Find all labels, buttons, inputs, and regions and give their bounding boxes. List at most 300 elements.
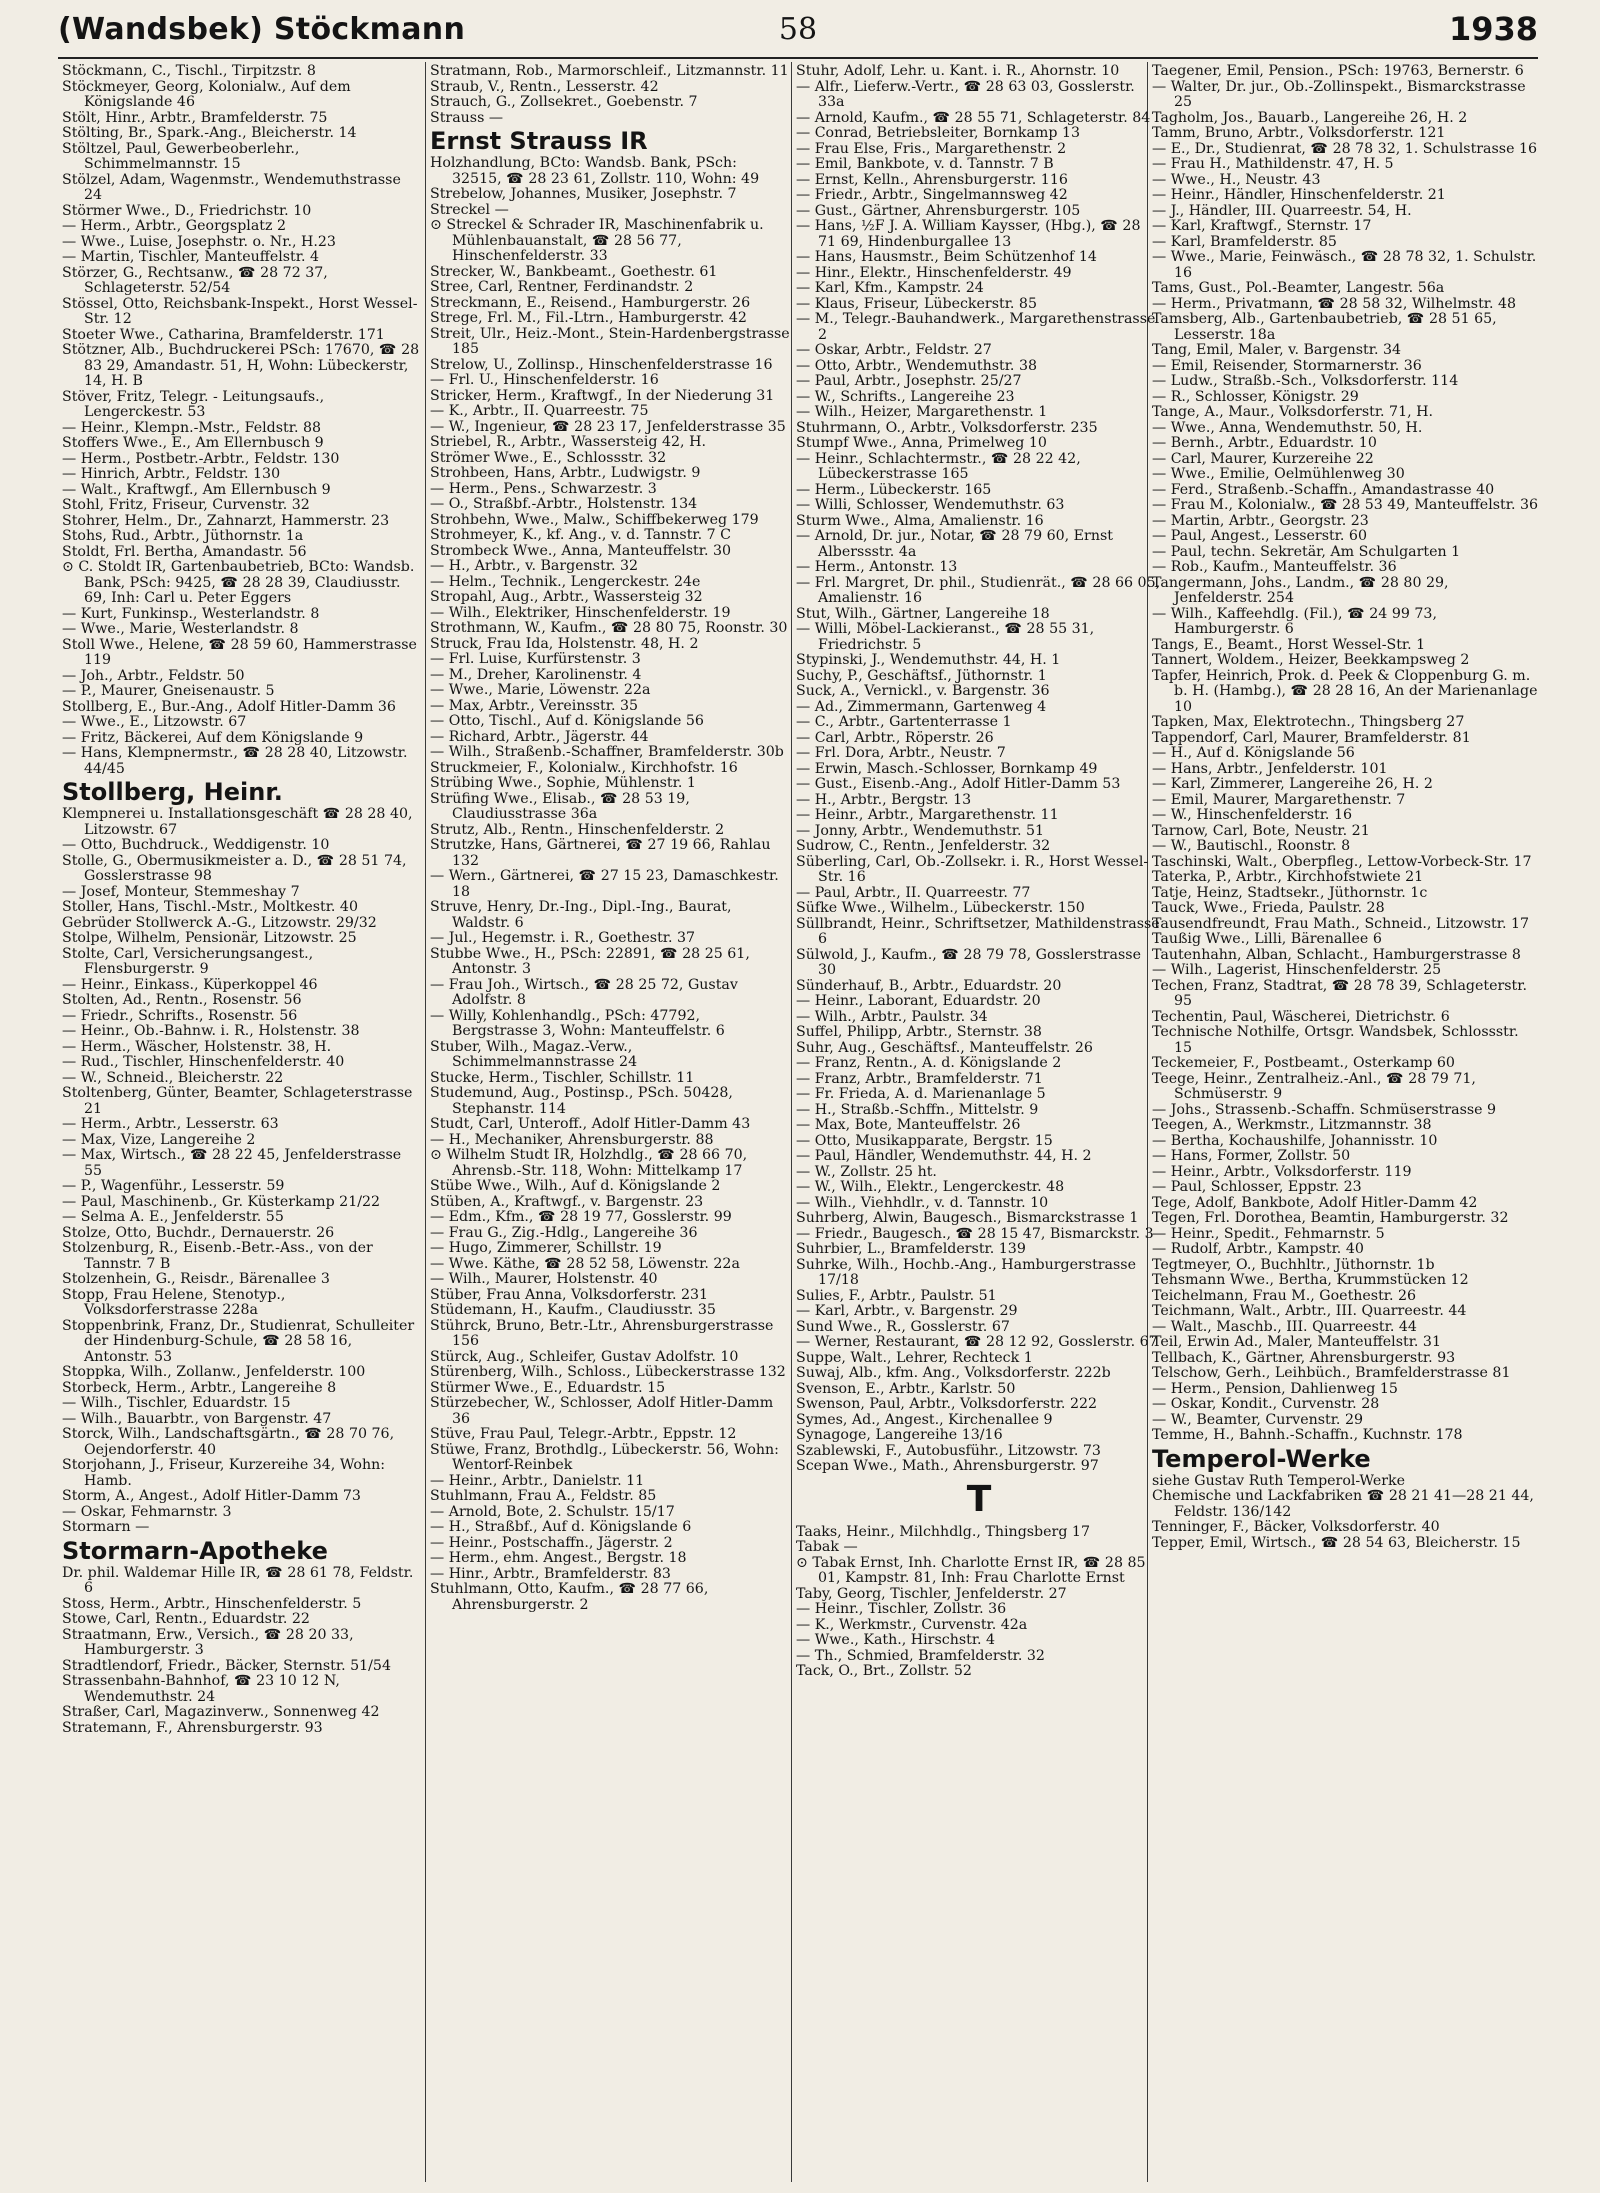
directory-entry: Struckmeier, F., Kolonialw., Kirchhofstr. 16 [430, 759, 738, 776]
directory-entry: — Hans, Arbtr., Jenfelderstr. 101 [1152, 760, 1388, 777]
directory-entry: — Karl, Bramfelderstr. 85 [1152, 233, 1337, 250]
directory-entry: — Paul, Schlosser, Eppstr. 23 [1152, 1179, 1362, 1195]
directory-entry: Tehsmann Wwe., Bertha, Krummstücken 12 [1152, 1272, 1469, 1288]
directory-entry: Tange, A., Maur., Volksdorferstr. 71, H. [1152, 404, 1434, 420]
directory-entry: Suppe, Walt., Lehrer, Rechteck 1 [796, 1349, 1033, 1366]
directory-entry: Streckmann, E., Reisend., Hamburgerstr. 26 [430, 294, 751, 311]
directory-entry: Stöckmann, C., Tischl., Tirpitzstr. 8 [62, 64, 316, 79]
directory-entry: — Wwe., H., Neustr. 43 [1152, 171, 1321, 188]
directory-entry: Stypinski, J., Wendemuthstr. 44, H. 1 [796, 652, 1061, 668]
directory-entry: — Josef, Monteur, Stemmeshay 7 [62, 883, 300, 900]
directory-entry: Stürck, Aug., Schleifer, Gustav Adolfstr. 10 [430, 1348, 739, 1365]
directory-entry: Stüdemann, H., Kaufm., Claudiusstr. 35 [430, 1302, 716, 1318]
directory-entry: — Herm., Arbtr., Georgsplatz 2 [62, 218, 286, 234]
directory-entry: Studt, Carl, Unteroff., Adolf Hitler-Damm 43 [430, 1116, 751, 1132]
directory-entry: Stoss, Herm., Arbtr., Hinschenfelderstr. 5 [62, 1595, 362, 1612]
directory-entry: — Paul, techn. Sekretär, Am Schulgarten 1 [1152, 543, 1461, 560]
directory-entry: Stoppka, Wilh., Zollanw., Jenfelderstr. 100 [62, 1364, 366, 1380]
directory-entry: — Frau M., Kolonialw., ☎ 28 53 49, Manteuffelstr. 36 [1152, 497, 1539, 513]
directory-entry: — Carl, Maurer, Kurzereihe 22 [1152, 450, 1374, 467]
directory-entry: Suhrke, Wilh., Hochb.-Ang., Hamburgerstrasse 17/18 [796, 1256, 1136, 1288]
directory-entry: — Bernh., Arbtr., Eduardstr. 10 [1152, 435, 1377, 451]
directory-entry: Tagholm, Jos., Bauarb., Langereihe 26, H. 2 [1152, 109, 1468, 126]
directory-entry: — W., Bautischl., Roonstr. 8 [1152, 838, 1351, 854]
directory-entry: Taby, Georg, Tischler, Jenfelderstr. 27 [796, 1585, 1067, 1602]
directory-entry: Studemund, Aug., Postinsp., PSch. 50428, Stephanstr. 114 [430, 1085, 733, 1117]
firm-heading: Ernst Strauss IR [430, 127, 648, 155]
directory-entry: — Wern., Gärtnerei, ☎ 27 15 23, Damaschkestr. 18 [430, 868, 779, 900]
directory-entry: — Paul, Maschinenb., Gr. Küsterkamp 21/22 [62, 1193, 381, 1210]
directory-entry: — J., Händler, III. Quarreestr. 54, H. [1152, 202, 1412, 219]
directory-entry: Stüwe, Franz, Brothdlg., Lübeckerstr. 56, Wohn: Wentorf-Reinbek [430, 1441, 779, 1473]
column-1 [62, 64, 422, 2184]
directory-entry: — Ad., Zimmermann, Gartenweg 4 [796, 698, 1047, 715]
directory-entry: Strohbehn, Wwe., Malw., Schiffbekerweg 179 [430, 511, 759, 528]
directory-entry: Stüber, Frau Anna, Volksdorferstr. 231 [430, 1286, 709, 1303]
directory-entry: Strauss — [430, 109, 504, 126]
directory-entry: Stoeter Wwe., Catharina, Bramfelderstr. 171 [62, 326, 385, 343]
directory-entry: — Frl. U., Hinschenfelderstr. 16 [430, 372, 659, 388]
directory-entry: — Franz, Rentn., A. d. Königslande 2 [796, 1055, 1062, 1071]
directory-entry: — Bertha, Kochaushilfe, Johannisstr. 10 [1152, 1132, 1438, 1149]
directory-entry: Stöltzel, Paul, Gewerbeoberlehr., Schimmelmannstr. 15 [62, 140, 300, 172]
directory-entry: — Friedr., Arbtr., Singelmannsweg 42 [796, 187, 1068, 203]
directory-entry: — Helm., Technik., Lengerckestr. 24e [430, 573, 701, 590]
directory-entry: — W., Ingenieur, ☎ 28 23 17, Jenfelderstrasse 35 [430, 418, 786, 435]
directory-entry: Scepan Wwe., Math., Ahrensburgerstr. 97 [796, 1458, 1099, 1474]
directory-entry: — Wilh., Lagerist, Hinschenfelderstr. 25 [1152, 962, 1442, 978]
directory-entry: Stürmer Wwe., E., Eduardstr. 15 [430, 1379, 666, 1396]
directory-entry: Strecker, W., Bankbeamt., Goethestr. 61 [430, 263, 718, 280]
directory-entry: — Heinr., Einkass., Küperkoppel 46 [62, 976, 318, 993]
directory-entry: Stradtlendorf, Friedr., Bäcker, Sternstr. 51/54 [62, 1657, 391, 1674]
directory-entry: — W., Wilh., Elektr., Lengerckestr. 48 [796, 1179, 1065, 1195]
column-3 [796, 64, 1162, 2184]
directory-entry: Taegener, Emil, Pension., PSch: 19763, Bernerstr. 6 [1152, 64, 1524, 79]
directory-entry: — Oskar, Fehmarnstr. 3 [62, 1503, 232, 1520]
directory-entry: Stolze, Otto, Buchdr., Dernauerstr. 26 [62, 1224, 335, 1241]
directory-entry: Strelow, U., Zollinsp., Hinschenfelderstrasse 16 [430, 356, 773, 373]
directory-entry: — Wwe., Marie, Löwenstr. 22a [430, 682, 651, 698]
directory-entry: Stolten, Ad., Rentn., Rosenstr. 56 [62, 992, 302, 1008]
directory-entry: Symes, Ad., Angest., Kirchenallee 9 [796, 1411, 1053, 1428]
directory-entry: — Otto, Arbtr., Wendemuthstr. 38 [796, 357, 1037, 374]
directory-entry: Störmer Wwe., D., Friedrichstr. 10 [62, 202, 312, 219]
directory-entry: — Frl. Margret, Dr. phil., Studienrät., ☎ 28 66 05, Amalienstr. 16 [796, 574, 1161, 606]
directory-entry: Teichelmann, Frau M., Goethestr. 26 [1152, 1287, 1417, 1304]
directory-entry: Stüve, Frau Paul, Telegr.-Arbtr., Eppstr. 12 [430, 1426, 737, 1442]
column-divider [791, 62, 792, 2182]
directory-entry: — H., Mechaniker, Ahrensburgerstr. 88 [430, 1131, 714, 1148]
directory-entry: — Wilh., Arbtr., Paulstr. 34 [796, 1008, 988, 1025]
directory-entry: Tepper, Emil, Wirtsch., ☎ 28 54 63, Bleicherstr. 15 [1152, 1534, 1521, 1551]
directory-entry: — Karl, Arbtr., v. Bargenstr. 29 [796, 1303, 1018, 1319]
directory-entry: Suhrbier, L., Bramfelderstr. 139 [796, 1241, 1026, 1257]
directory-entry: — Herm., Antonstr. 13 [796, 559, 958, 575]
directory-entry: — Frau Joh., Wirtsch., ☎ 28 25 72, Gustav Adolfstr. 8 [430, 976, 738, 1008]
directory-entry: Taschinski, Walt., Oberpfleg., Lettow-Vorbeck-Str. 17 [1152, 853, 1532, 870]
directory-entry: — Erwin, Masch.-Schlosser, Bornkamp 49 [796, 760, 1098, 777]
directory-entry: Tack, O., Brt., Zollstr. 52 [796, 1663, 972, 1679]
directory-entry: Stoppenbrink, Franz, Dr., Studienrat, Schulleiter der Hindenburg-Schule, ☎ 28 58 16, Antonstr. 53 [62, 1317, 415, 1365]
directory-entry: Stuber, Wilh., Magaz.-Verw., Schimmelmannstrasse 24 [430, 1038, 638, 1070]
directory-entry: Strothmann, W., Kaufm., ☎ 28 80 75, Roonstr. 30 [430, 620, 788, 636]
directory-entry: Suchy, P., Geschäftsf., Jüthornstr. 1 [796, 667, 1047, 684]
directory-entry: siehe Gustav Ruth Temperol-Werke [1152, 1472, 1406, 1489]
directory-entry: — Emil, Reisender, Stormarnerstr. 36 [1152, 357, 1422, 374]
firm-heading: Stollberg, Heinr. [62, 778, 283, 806]
directory-entry: — Wilh., Tischler, Eduardstr. 15 [62, 1395, 291, 1411]
directory-entry: Stuhr, Adolf, Lehr. u. Kant. i. R., Ahornstr. 10 [796, 64, 1120, 79]
directory-entry: Strassenbahn-Bahnhof, ☎ 23 10 12 N, Wendemuthstr. 24 [62, 1673, 340, 1705]
directory-entry: — Franz, Arbtr., Bramfelderstr. 71 [796, 1070, 1043, 1087]
directory-entry: Suck, A., Vernickl., v. Bargenstr. 36 [796, 683, 1050, 699]
directory-entry: Sulies, F., Arbtr., Paulstr. 51 [796, 1287, 997, 1304]
directory-entry: Strohmeyer, K., kf. Ang., v. d. Tannstr. 7 C [430, 527, 732, 543]
page-number: 58 [778, 12, 818, 47]
directory-entry: — Frau G., Zig.-Hdlg., Langereihe 36 [430, 1224, 698, 1241]
directory-entry: Techen, Franz, Stadtrat, ☎ 28 78 39, Schlageterstr. 95 [1152, 977, 1527, 1009]
directory-entry: Stolte, Carl, Versicherungsangest., Flensburgerstr. 9 [62, 945, 314, 977]
directory-entry: Straub, V., Rentn., Lesserstr. 42 [430, 78, 659, 95]
directory-entry: — Oskar, Kondit., Curvenstr. 28 [1152, 1396, 1380, 1412]
header-section-title: (Wandsbek) Stöckmann [58, 12, 466, 47]
directory-entry: Stollberg, E., Bur.-Ang., Adolf Hitler-Damm 36 [62, 698, 396, 715]
directory-entry: — Kurt, Funkinsp., Westerlandstr. 8 [62, 605, 320, 622]
directory-entry: Tannert, Woldem., Heizer, Beekkampsweg 2 [1152, 652, 1470, 668]
directory-entry: — Alfr., Lieferw.-Vertr., ☎ 28 63 03, Gosslerstr. 33a [796, 78, 1135, 110]
directory-entry: — Wilh., Kaffeehdlg. (Fil.), ☎ 24 99 73, Hamburgerstr. 6 [1152, 605, 1437, 637]
directory-entry: Suhr, Aug., Geschäftsf., Manteuffelstr. 26 [796, 1039, 1093, 1056]
directory-entry: — H., Arbtr., v. Bargenstr. 32 [430, 558, 639, 574]
directory-entry: Suwaj, Alb., kfm. Ang., Volksdorferstr. 222b [796, 1365, 1111, 1381]
directory-entry: — Werner, Restaurant, ☎ 28 12 92, Gosslerstr. 67 [796, 1334, 1158, 1350]
directory-entry: Temme, H., Bahnh.-Schaffn., Kuchnstr. 178 [1152, 1427, 1463, 1443]
directory-entry: — Wilh., Straßenb.-Schaffner, Bramfelderstr. 30b [430, 744, 784, 760]
directory-entry: — Rudolf, Arbtr., Kampstr. 40 [1152, 1241, 1364, 1257]
column-2 [430, 64, 790, 2184]
directory-entry: — K., Werkmstr., Curvenstr. 42a [796, 1616, 1028, 1633]
directory-entry: Tautenhahn, Alban, Schlacht., Hamburgerstrasse 8 [1152, 946, 1521, 963]
directory-entry: — Heinr., Schlachtermstr., ☎ 28 22 42, Lübeckerstrasse 165 [796, 450, 1081, 482]
directory-entry: — Hinr., Arbtr., Bramfelderstr. 83 [430, 1565, 671, 1582]
directory-entry: Klempnerei u. Installationsgeschäft ☎ 28 28 40, Litzowstr. 67 [62, 806, 413, 838]
directory-entry: — Arnold, Kaufm., ☎ 28 55 71, Schlageterstr. 84 [796, 109, 1151, 126]
directory-entry: Tatje, Heinz, Stadtsekr., Jüthornstr. 1c [1152, 884, 1428, 901]
directory-entry: — Conrad, Betriebsleiter, Bornkamp 13 [796, 125, 1081, 141]
directory-entry: — Wilh., Elektriker, Hinschenfelderstr. 19 [430, 604, 731, 621]
directory-entry: — Heinr., Arbtr., Margarethenstr. 11 [796, 807, 1059, 823]
directory-entry: Strömer Wwe., E., Schlossstr. 32 [430, 449, 667, 466]
directory-entry: Synagoge, Langereihe 13/16 [796, 1427, 1003, 1443]
directory-entry: — Herm., Arbtr., Lesserstr. 63 [62, 1116, 279, 1132]
directory-entry: Stürenberg, Wilh., Schloss., Lübeckerstrasse 132 [430, 1364, 786, 1380]
directory-entry: Süfke Wwe., Wilhelm., Lübeckerstr. 150 [796, 900, 1085, 916]
firm-heading: Temperol-Werke [1152, 1444, 1371, 1473]
directory-entry: Dr. phil. Waldemar Hille IR, ☎ 28 61 78, Feldstr. 6 [62, 1564, 414, 1596]
directory-entry: Stüben, A., Kraftwgf., v. Bargenstr. 23 [430, 1193, 704, 1210]
directory-entry: — Wilh., Bauarbtr., von Bargenstr. 47 [62, 1410, 332, 1427]
directory-entry: — Karl, Kfm., Kampstr. 24 [796, 280, 984, 296]
directory-entry: — Rud., Tischler, Hinschenfelderstr. 40 [62, 1054, 345, 1070]
directory-entry: Stratmann, Rob., Marmorschleif., Litzmannstr. 11 [430, 64, 789, 79]
directory-entry: — Otto, Tischl., Auf d. Königslande 56 [430, 713, 704, 729]
directory-entry: Stoldt, Frl. Bertha, Amandastr. 56 [62, 543, 307, 560]
directory-entry: Tamsberg, Alb., Gartenbaubetrieb, ☎ 28 51 65, Lesserstr. 18a [1152, 311, 1497, 343]
directory-entry: — W., Schneid., Bleicherstr. 22 [62, 1069, 284, 1086]
directory-entry: Stratemann, F., Ahrensburgerstr. 93 [62, 1719, 323, 1736]
directory-entry: Streckel — [430, 201, 509, 218]
directory-entry: — Jul., Hegemstr. i. R., Goethestr. 37 [430, 930, 696, 946]
directory-entry: — Wwe., Luise, Josephstr. o. Nr., H.23 [62, 233, 336, 250]
directory-entry: Sturm Wwe., Alma, Amalienstr. 16 [796, 512, 1044, 529]
directory-entry: Storbeck, Herm., Arbtr., Langereihe 8 [62, 1379, 337, 1396]
directory-entry: — P., Maurer, Gneisenaustr. 5 [62, 683, 275, 699]
directory-entry: Tellbach, K., Gärtner, Ahrensburgerstr. 93 [1152, 1349, 1456, 1366]
directory-entry: — Hinr., Elektr., Hinschenfelderstr. 49 [796, 264, 1072, 281]
directory-entry: — E., Dr., Studienrat, ☎ 28 78 32, 1. Schulstrasse 16 [1152, 140, 1538, 157]
directory-entry: — Frau H., Mathildenstr. 47, H. 5 [1152, 156, 1394, 172]
directory-entry: Suffel, Philipp, Arbtr., Sternstr. 38 [796, 1024, 1042, 1040]
directory-entry: — Gust., Eisenb.-Ang., Adolf Hitler-Damm 53 [796, 776, 1121, 792]
directory-entry: Tege, Adolf, Bankbote, Adolf Hitler-Damm 42 [1152, 1194, 1478, 1211]
directory-entry: Tamm, Bruno, Arbtr., Volksdorferstr. 121 [1152, 125, 1446, 141]
directory-entry: — Heinr., Laborant, Eduardstr. 20 [796, 993, 1041, 1009]
directory-entry: — Max, Wirtsch., ☎ 28 22 45, Jenfelderstrasse 55 [62, 1147, 402, 1179]
directory-entry: — H., Straßb.-Schffn., Mittelstr. 9 [796, 1101, 1039, 1118]
directory-entry: Taußig Wwe., Lilli, Bärenallee 6 [1152, 931, 1382, 947]
directory-entry: — Heinr., Tischler, Zollstr. 36 [796, 1601, 1007, 1617]
directory-entry: — Ludw., Straßb.-Sch., Volksdorferstr. 114 [1152, 373, 1459, 389]
page-header [58, 8, 1538, 58]
directory-entry: — H., Auf d. Königslande 56 [1152, 745, 1355, 761]
directory-entry: — Frl. Dora, Arbtr., Neustr. 7 [796, 745, 1006, 761]
directory-entry: Teegen, A., Werkmstr., Litzmannstr. 38 [1152, 1117, 1432, 1133]
directory-entry: Tang, Emil, Maler, v. Bargenstr. 34 [1152, 342, 1402, 358]
directory-entry: Svenson, E., Arbtr., Karlstr. 50 [796, 1380, 1016, 1397]
directory-entry: Stohs, Rud., Arbtr., Jüthornstr. 1a [62, 528, 304, 544]
directory-entry: Tappendorf, Carl, Maurer, Bramfelderstr. 81 [1152, 729, 1471, 746]
directory-entry: — Wwe., Marie, Feinwäsch., ☎ 28 78 32, 1. Schulstr. 16 [1152, 249, 1537, 281]
directory-entry: — W., Schrifts., Langereihe 23 [796, 388, 1015, 405]
directory-entry: Striebel, R., Arbtr., Wassersteig 42, H. [430, 434, 706, 450]
directory-entry: — Selma A. E., Jenfelderstr. 55 [62, 1209, 284, 1225]
directory-entry: — Willi, Möbel-Lackieranst., ☎ 28 55 31, Friedrichstr. 5 [796, 621, 1095, 653]
directory-entry: — Herm., ehm. Angest., Bergstr. 18 [430, 1550, 687, 1566]
directory-entry: Szablewski, F., Autobusführ., Litzowstr. 73 [796, 1442, 1101, 1459]
directory-entry: Stuhlmann, Otto, Kaufm., ☎ 28 77 66, Ahrensburgerstr. 2 [430, 1581, 709, 1613]
directory-entry: — Heinr., Arbtr., Volksdorferstr. 119 [1152, 1163, 1412, 1180]
directory-entry: Stuhrmann, O., Arbtr., Volksdorferstr. 235 [796, 419, 1098, 436]
directory-entry: — Martin, Arbtr., Georgstr. 23 [1152, 512, 1369, 529]
directory-entry: — Paul, Arbtr., II. Quarreestr. 77 [796, 884, 1031, 901]
directory-entry: — Klaus, Friseur, Lübeckerstr. 85 [796, 295, 1037, 312]
directory-entry: — Hans, Hausmstr., Beim Schützenhof 14 [796, 249, 1097, 265]
directory-entry: Technische Nothilfe, Ortsgr. Wandsbek, Schlossstr. 15 [1152, 1024, 1519, 1056]
directory-entry: Stössel, Otto, Reichsbank-Inspekt., Horst Wessel-Str. 12 [62, 295, 418, 327]
directory-entry: Stumpf Wwe., Anna, Primelweg 10 [796, 435, 1047, 451]
directory-entry: Straßer, Carl, Magazinverw., Sonnenweg 42 [62, 1704, 380, 1720]
directory-entry: — Fritz, Bäckerei, Auf dem Königslande 9 [62, 729, 364, 746]
directory-entry: — Fr. Frieda, A. d. Marienanlage 5 [796, 1086, 1046, 1102]
directory-entry: — Ernst, Kelln., Ahrensburgerstr. 116 [796, 171, 1068, 188]
directory-entry: Stricker, Herm., Kraftwgf., In der Niederung 31 [430, 387, 775, 404]
firm-heading: Stormarn-Apotheke [62, 1536, 328, 1565]
directory-entry: — H., Straßbf., Auf d. Königslande 6 [430, 1519, 692, 1535]
header-year: 1938 [1448, 10, 1538, 48]
directory-entry: — Heinr., Ob.-Bahnw. i. R., Holstenstr. 38 [62, 1023, 360, 1039]
directory-entry: Stoffers Wwe., E., Am Ellernbusch 9 [62, 435, 324, 451]
directory-entry: — Th., Schmied, Bramfelderstr. 32 [796, 1647, 1045, 1664]
directory-entry: Strübing Wwe., Sophie, Mühlenstr. 1 [430, 775, 696, 791]
directory-entry: Stolle, G., Obermusikmeister a. D., ☎ 28 51 74, Gosslerstrasse 98 [62, 852, 407, 884]
directory-entry: Telschow, Gerh., Leihbüch., Bramfelderstrasse 81 [1152, 1365, 1511, 1381]
directory-entry: — Joh., Arbtr., Feldstr. 50 [62, 667, 245, 684]
directory-entry: — C., Arbtr., Gartenterrasse 1 [796, 714, 1012, 730]
directory-entry: Strutz, Alb., Rentn., Hinschenfelderstr. 2 [430, 821, 725, 838]
directory-entry: Tenninger, F., Bäcker, Volksdorferstr. 40 [1152, 1519, 1440, 1535]
directory-entry: Storck, Wilh., Landschaftsgärtn., ☎ 28 70 76, Oejendorferstr. 40 [62, 1426, 395, 1458]
directory-entry: Techentin, Paul, Wäscherei, Dietrichstr. 6 [1152, 1008, 1450, 1025]
directory-entry: — M., Dreher, Karolinenstr. 4 [430, 666, 642, 683]
directory-entry: Stübe Wwe., Wilh., Auf d. Königslande 2 [430, 1178, 721, 1194]
directory-entry: — Ferd., Straßenb.-Schaffn., Amandastrasse 40 [1152, 481, 1495, 498]
directory-entry: Stolpe, Wilhelm, Pensionär, Litzowstr. 25 [62, 930, 357, 946]
directory-entry: Tangermann, Johs., Landm., ☎ 28 80 29, Jenfelderstr. 254 [1152, 574, 1449, 606]
directory-entry: — Paul, Angest., Lesserstr. 60 [1152, 528, 1367, 544]
directory-entry: — Max, Vize, Langereihe 2 [62, 1131, 256, 1148]
directory-entry: ⊙ Wilhelm Studt IR, Holzhdlg., ☎ 28 66 70, Ahrensb.-Str. 118, Wohn: Mittelkamp 17 [430, 1147, 748, 1179]
directory-entry: — O., Straßbf.-Arbtr., Holstenstr. 134 [430, 496, 698, 512]
directory-entry: — Otto, Buchdruck., Weddigenstr. 10 [62, 837, 330, 853]
directory-entry: Süberling, Carl, Ob.-Zollsekr. i. R., Horst Wessel-Str. 16 [796, 853, 1149, 885]
directory-entry: Tegtmeyer, O., Buchhltr., Jüthornstr. 1b [1152, 1256, 1435, 1273]
directory-entry: Stormarn — [62, 1519, 150, 1535]
directory-entry: Straatmann, Erw., Versich., ☎ 28 20 33, Hamburgerstr. 3 [62, 1626, 354, 1658]
directory-entry: Stuhlmann, Frau A., Feldstr. 85 [430, 1488, 657, 1504]
directory-entry: Stut, Wilh., Gärtner, Langereihe 18 [796, 605, 1050, 622]
directory-entry: Teckemeier, F., Postbeamt., Osterkamp 60 [1152, 1055, 1455, 1071]
directory-entry: — R., Schlosser, Königstr. 29 [1152, 388, 1359, 405]
directory-entry: Stürzebecher, W., Schlosser, Adolf Hitler-Damm 36 [430, 1395, 774, 1427]
directory-entry: — Frau Else, Fris., Margarethenstr. 2 [796, 140, 1067, 157]
directory-entry: — Herm., Postbetr.-Arbtr., Feldstr. 130 [62, 450, 340, 467]
directory-entry: — Wwe., Marie, Westerlandstr. 8 [62, 621, 299, 637]
directory-entry: — Willy, Kohlenhandlg., PSch: 47792, Bergstrasse 3, Wohn: Manteuffelstr. 6 [430, 1007, 725, 1039]
directory-entry: Holzhandlung, BCto: Wandsb. Bank, PSch: 32515, ☎ 28 23 61, Zollstr. 110, Wohn: 49 [430, 155, 760, 187]
directory-entry: — K., Arbtr., II. Quarreestr. 75 [430, 403, 649, 419]
directory-entry: — Karl, Kraftwgf., Sternstr. 17 [1152, 218, 1372, 234]
directory-entry: — Paul, Arbtr., Josephstr. 25/27 [796, 373, 1022, 389]
directory-entry: Teil, Erwin Ad., Maler, Manteuffelstr. 31 [1152, 1334, 1441, 1350]
directory-entry: — Edm., Kfm., ☎ 28 19 77, Gosslerstr. 99 [430, 1209, 732, 1225]
directory-entry: Stöckmeyer, Georg, Kolonialw., Auf dem Königslande 46 [62, 78, 351, 110]
directory-entry: — Herm., Pens., Schwarzestr. 3 [430, 480, 657, 497]
directory-entry: — Walter, Dr. jur., Ob.-Zollinspekt., Bismarckstrasse 25 [1152, 78, 1526, 110]
column-divider [425, 62, 426, 2182]
directory-entry: Swenson, Paul, Arbtr., Volksdorferstr. 222 [796, 1396, 1098, 1412]
directory-entry: Stoltenberg, Günter, Beamter, Schlageterstrasse 21 [62, 1085, 413, 1117]
directory-entry: Strauch, G., Zollsekret., Goebenstr. 7 [430, 94, 698, 110]
directory-entry: Tapfer, Heinrich, Prok. d. Peek & Cloppenburg G. m. b. H. (Hambg.), ☎ 28 28 16, An der Marienanlage 10 [1152, 667, 1538, 715]
directory-entry: Tarnow, Carl, Bote, Neustr. 21 [1152, 822, 1370, 839]
directory-entry: Sülwold, J., Kaufm., ☎ 28 79 78, Gosslerstrasse 30 [796, 946, 1141, 978]
directory-entry: — Heinr., Klempn.-Mstr., Feldstr. 88 [62, 419, 322, 436]
directory-entry: — Paul, Händler, Wendemuthstr. 44, H. 2 [796, 1148, 1092, 1164]
directory-entry: Tangs, E., Beamt., Horst Wessel-Str. 1 [1152, 636, 1426, 653]
directory-entry: — Jonny, Arbtr., Wendemuthstr. 51 [796, 822, 1045, 839]
directory-entry: — Max, Bote, Manteuffelstr. 26 [796, 1117, 1021, 1133]
directory-entry: — W., Zollstr. 25 ht. [796, 1163, 937, 1180]
directory-entry: Taterka, P., Arbtr., Kirchhofstwiete 21 [1152, 869, 1424, 885]
directory-entry: — Wilh., Maurer, Holstenstr. 40 [430, 1271, 658, 1287]
directory-entry: Stoll Wwe., Helene, ☎ 28 59 60, Hammerstrasse 119 [62, 636, 417, 668]
directory-entry: — Wilh., Heizer, Margarethenstr. 1 [796, 404, 1048, 420]
directory-entry: — Friedr., Baugesch., ☎ 28 15 47, Bismarckstr. 3 [796, 1225, 1154, 1242]
directory-entry: — Herm., Pension, Dahlienweg 15 [1152, 1380, 1398, 1397]
directory-entry: — Friedr., Schrifts., Rosenstr. 56 [62, 1007, 298, 1024]
directory-entry: — Willi, Schlosser, Wendemuthstr. 63 [796, 497, 1065, 513]
directory-entry: Gebrüder Stollwerck A.-G., Litzowstr. 29/32 [62, 914, 377, 931]
directory-entry: — Arnold, Dr. jur., Notar, ☎ 28 79 60, Ernst Alberssstr. 4a [796, 528, 1113, 560]
directory-entry: Stölt, Hinr., Arbtr., Bramfelderstr. 75 [62, 109, 328, 126]
directory-entry: Stötzner, Alb., Buchdruckerei PSch: 17670, ☎ 28 83 29, Amandastr. 51, H, Wohn: Lübeckerstr, 14, H. B [62, 342, 420, 389]
directory-entry: — Emil, Bankbote, v. d. Tannstr. 7 B [796, 156, 1054, 172]
directory-entry: — Arnold, Bote, 2. Schulstr. 15/17 [430, 1503, 675, 1520]
directory-entry: — Heinr., Händler, Hinschenfelderstr. 21 [1152, 187, 1446, 203]
directory-entry: Teege, Heinr., Zentralheiz.-Anl., ☎ 28 79 71, Schmüserstr. 9 [1152, 1070, 1476, 1102]
section-letter: T [966, 1478, 992, 1520]
directory-entry: Strege, Frl. M., Fil.-Ltrn., Hamburgerstr. 42 [430, 310, 747, 326]
directory-entry: Stree, Carl, Rentner, Ferdinandstr. 2 [430, 279, 694, 295]
directory-entry: — Wwe., Anna, Wendemuthstr. 50, H. [1152, 419, 1423, 436]
directory-entry: — Heinr., Postschaffn., Jägerstr. 2 [430, 1534, 673, 1551]
directory-entry: — Walt., Kraftwgf., Am Ellernbusch 9 [62, 481, 331, 498]
directory-entry: Strebelow, Johannes, Musiker, Josephstr. 7 [430, 186, 737, 202]
directory-entry: Tausendfreundt, Frau Math., Schneid., Litzowstr. 17 [1152, 915, 1530, 932]
directory-entry: ⊙ Streckel & Schrader IR, Maschinenfabrik u. Mühlenbauanstalt, ☎ 28 56 77, Hinschenfelderstr. 33 [430, 217, 764, 264]
directory-entry: — Carl, Arbtr., Röperstr. 26 [796, 729, 994, 746]
directory-entry: Sünderhauf, B., Arbtr., Eduardstr. 20 [796, 977, 1062, 994]
directory-entry: — P., Wagenführ., Lesserstr. 59 [62, 1178, 285, 1194]
directory-entry: — H., Arbtr., Bergstr. 13 [796, 791, 972, 808]
directory-entry: Sund Wwe., R., Gosslerstr. 67 [796, 1318, 1010, 1335]
directory-entry: Stopp, Frau Helene, Stenotyp., Volksdorferstrasse 228a [62, 1286, 286, 1318]
directory-entry: — Martin, Tischler, Manteuffelstr. 4 [62, 249, 320, 265]
directory-entry: — Max, Arbtr., Vereinsstr. 35 [430, 697, 639, 714]
directory-entry: — Hans, Former, Zollstr. 50 [1152, 1148, 1351, 1164]
directory-entry: Stolzenhein, G., Reisdr., Bärenallee 3 [62, 1271, 330, 1287]
directory-entry: Stubbe Wwe., H., PSch: 22891, ☎ 28 25 61, Antonstr. 3 [430, 945, 750, 977]
directory-entry: — Hans, Klempnermstr., ☎ 28 28 40, Litzowstr. 44/45 [62, 745, 408, 777]
directory-entry: Tams, Gust., Pol.-Beamter, Langestr. 56a [1152, 280, 1445, 296]
directory-entry: — Emil, Maurer, Margarethenstr. 7 [1152, 791, 1406, 808]
directory-entry: — Wilh., Viehhdlr., v. d. Tannstr. 10 [796, 1194, 1049, 1211]
directory-entry: — Gust., Gärtner, Ahrensburgerstr. 105 [796, 202, 1081, 219]
directory-entry: Störzer, G., Rechtsanw., ☎ 28 72 37, Schlageterstr. 52/54 [62, 264, 328, 296]
directory-entry: — M., Telegr.-Bauhandwerk., Margarethenstrasse 2 [796, 311, 1156, 343]
directory-entry: — Frl. Luise, Kurfürstenstr. 3 [430, 651, 641, 667]
directory-entry: Tegen, Frl. Dorothea, Beamtin, Hamburgerstr. 32 [1152, 1210, 1509, 1226]
directory-entry: Tapken, Max, Elektrotechn., Thingsberg 27 [1152, 714, 1465, 730]
directory-entry: Süllbrandt, Heinr., Schriftsetzer, Mathildenstrasse 6 [796, 915, 1160, 947]
directory-entry: — Hans, ½F J. A. William Kaysser, (Hbg.), ☎ 28 71 69, Hindenburgallee 13 [796, 218, 1141, 250]
directory-entry: — Wwe., E., Litzowstr. 67 [62, 714, 247, 730]
directory-entry: — Heinr., Arbtr., Danielstr. 11 [430, 1472, 645, 1489]
directory-entry: Stolzenburg, R., Eisenb.-Betr.-Ass., von der Tannstr. 7 B [62, 1240, 373, 1272]
directory-entry: — Walt., Maschb., III. Quarreestr. 44 [1152, 1318, 1417, 1335]
directory-entry: — Richard, Arbtr., Jägerstr. 44 [430, 728, 649, 745]
